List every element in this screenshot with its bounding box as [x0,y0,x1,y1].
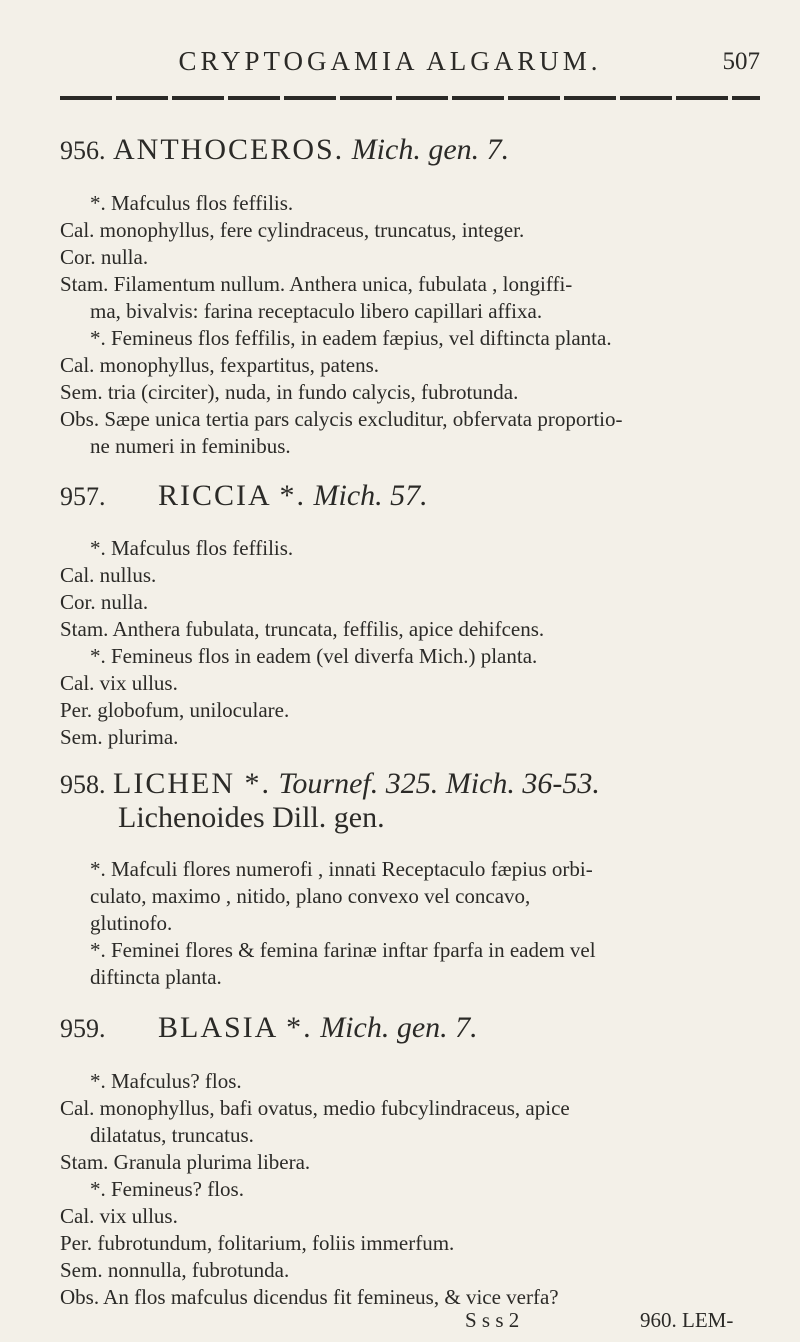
text-line: *. Femineus? flos. [90,1177,244,1201]
text-line: Cal. monophyllus, fexpartitus, patens. [60,353,380,377]
genus-reference: Mich. gen. 7. [320,1011,478,1044]
text-line: *. Mafculus flos feffilis. [90,536,294,560]
text-line: Cor. nulla. [60,245,149,269]
section-number: 958. [60,770,106,799]
text-line: Stam. Granula plurima libera. [60,1150,311,1174]
text-line: Sem. tria (circiter), nuda, in fundo calycis, fubrotunda. [60,380,519,404]
text-line: Obs. Sæpe unica tertia pars calycis excluditur, obfervata proportio- [60,407,623,431]
section-number: 956. [60,136,106,165]
synonym-line: Lichenoides Dill. gen. [118,801,385,834]
text-line: Per. globofum, uniloculare. [60,698,290,722]
section-heading-956 [60,132,509,169]
running-head [60,46,760,86]
text-line: ma, bivalvis: farina receptaculo libero capillari affixa. [90,299,543,323]
text-line: glutinofo. [90,911,173,935]
text-line: *. Femineus flos in eadem (vel diverfa Mich.) planta. [90,644,538,668]
text-line: *. Femineus flos feffilis, in eadem fæpius, vel diftincta planta. [90,326,612,350]
genus-reference: Mich. gen. 7. [351,133,510,166]
text-line: Cor. nulla. [60,590,149,614]
genus-reference: Tournef. 325. Mich. 36-53. [278,767,600,800]
header-rule [60,96,760,100]
text-line: *. Mafculi flores numerofi , innati Receptaculo fæpius orbi- [90,857,593,881]
section-heading-957 [60,478,428,515]
text-line: ne numeri in feminibus. [90,434,291,458]
genus-reference: Mich. 57. [313,479,428,512]
section-number: 959. [60,1014,106,1043]
text-line: Cal. vix ullus. [60,671,178,695]
text-line: culato, maximo , nitido, plano convexo vel concavo, [90,884,531,908]
text-line: Sem. plurima. [60,725,179,749]
text-line: Stam. Anthera fubulata, truncata, feffilis, apice dehifcens. [60,617,545,641]
text-line: Cal. vix ullus. [60,1204,178,1228]
page-number: 507 [722,48,760,75]
section-number: 957. [60,482,106,511]
text-line: *. Mafculus? flos. [90,1069,242,1093]
text-line: Cal. nullus. [60,563,157,587]
text-line: diftincta planta. [90,965,222,989]
genus-name: RICCIA *. [158,479,307,512]
genus-name: BLASIA *. [158,1011,313,1044]
text-line: Cal. monophyllus, bafi ovatus, medio fubcylindraceus, apice [60,1096,570,1120]
text-line: Per. fubrotundum, folitarium, foliis immerfum. [60,1231,455,1255]
genus-name: LICHEN *. [113,767,271,800]
section-heading-958 [60,766,600,803]
text-line: Cal. monophyllus, fere cylindraceus, truncatus, integer. [60,218,525,242]
running-title: CRYPTOGAMIA ALGARUM. [178,46,602,76]
signature-mark: S s s 2 [465,1308,520,1332]
text-line: Stam. Filamentum nullum. Anthera unica, fubulata , longiffi- [60,272,573,296]
catchword: 960. LEM- [640,1308,734,1332]
text-line: dilatatus, truncatus. [90,1123,254,1147]
text-line: *. Mafculus flos feffilis. [90,191,294,215]
text-line: *. Feminei flores & femina farinæ inftar fparfa in eadem vel [90,938,596,962]
text-line: Sem. nonnulla, fubrotunda. [60,1258,290,1282]
section-heading-959 [60,1010,478,1047]
genus-name: ANTHOCEROS. [113,133,345,166]
text-line: Obs. An flos mafculus dicendus fit femineus, & vice verfa? [60,1285,559,1309]
